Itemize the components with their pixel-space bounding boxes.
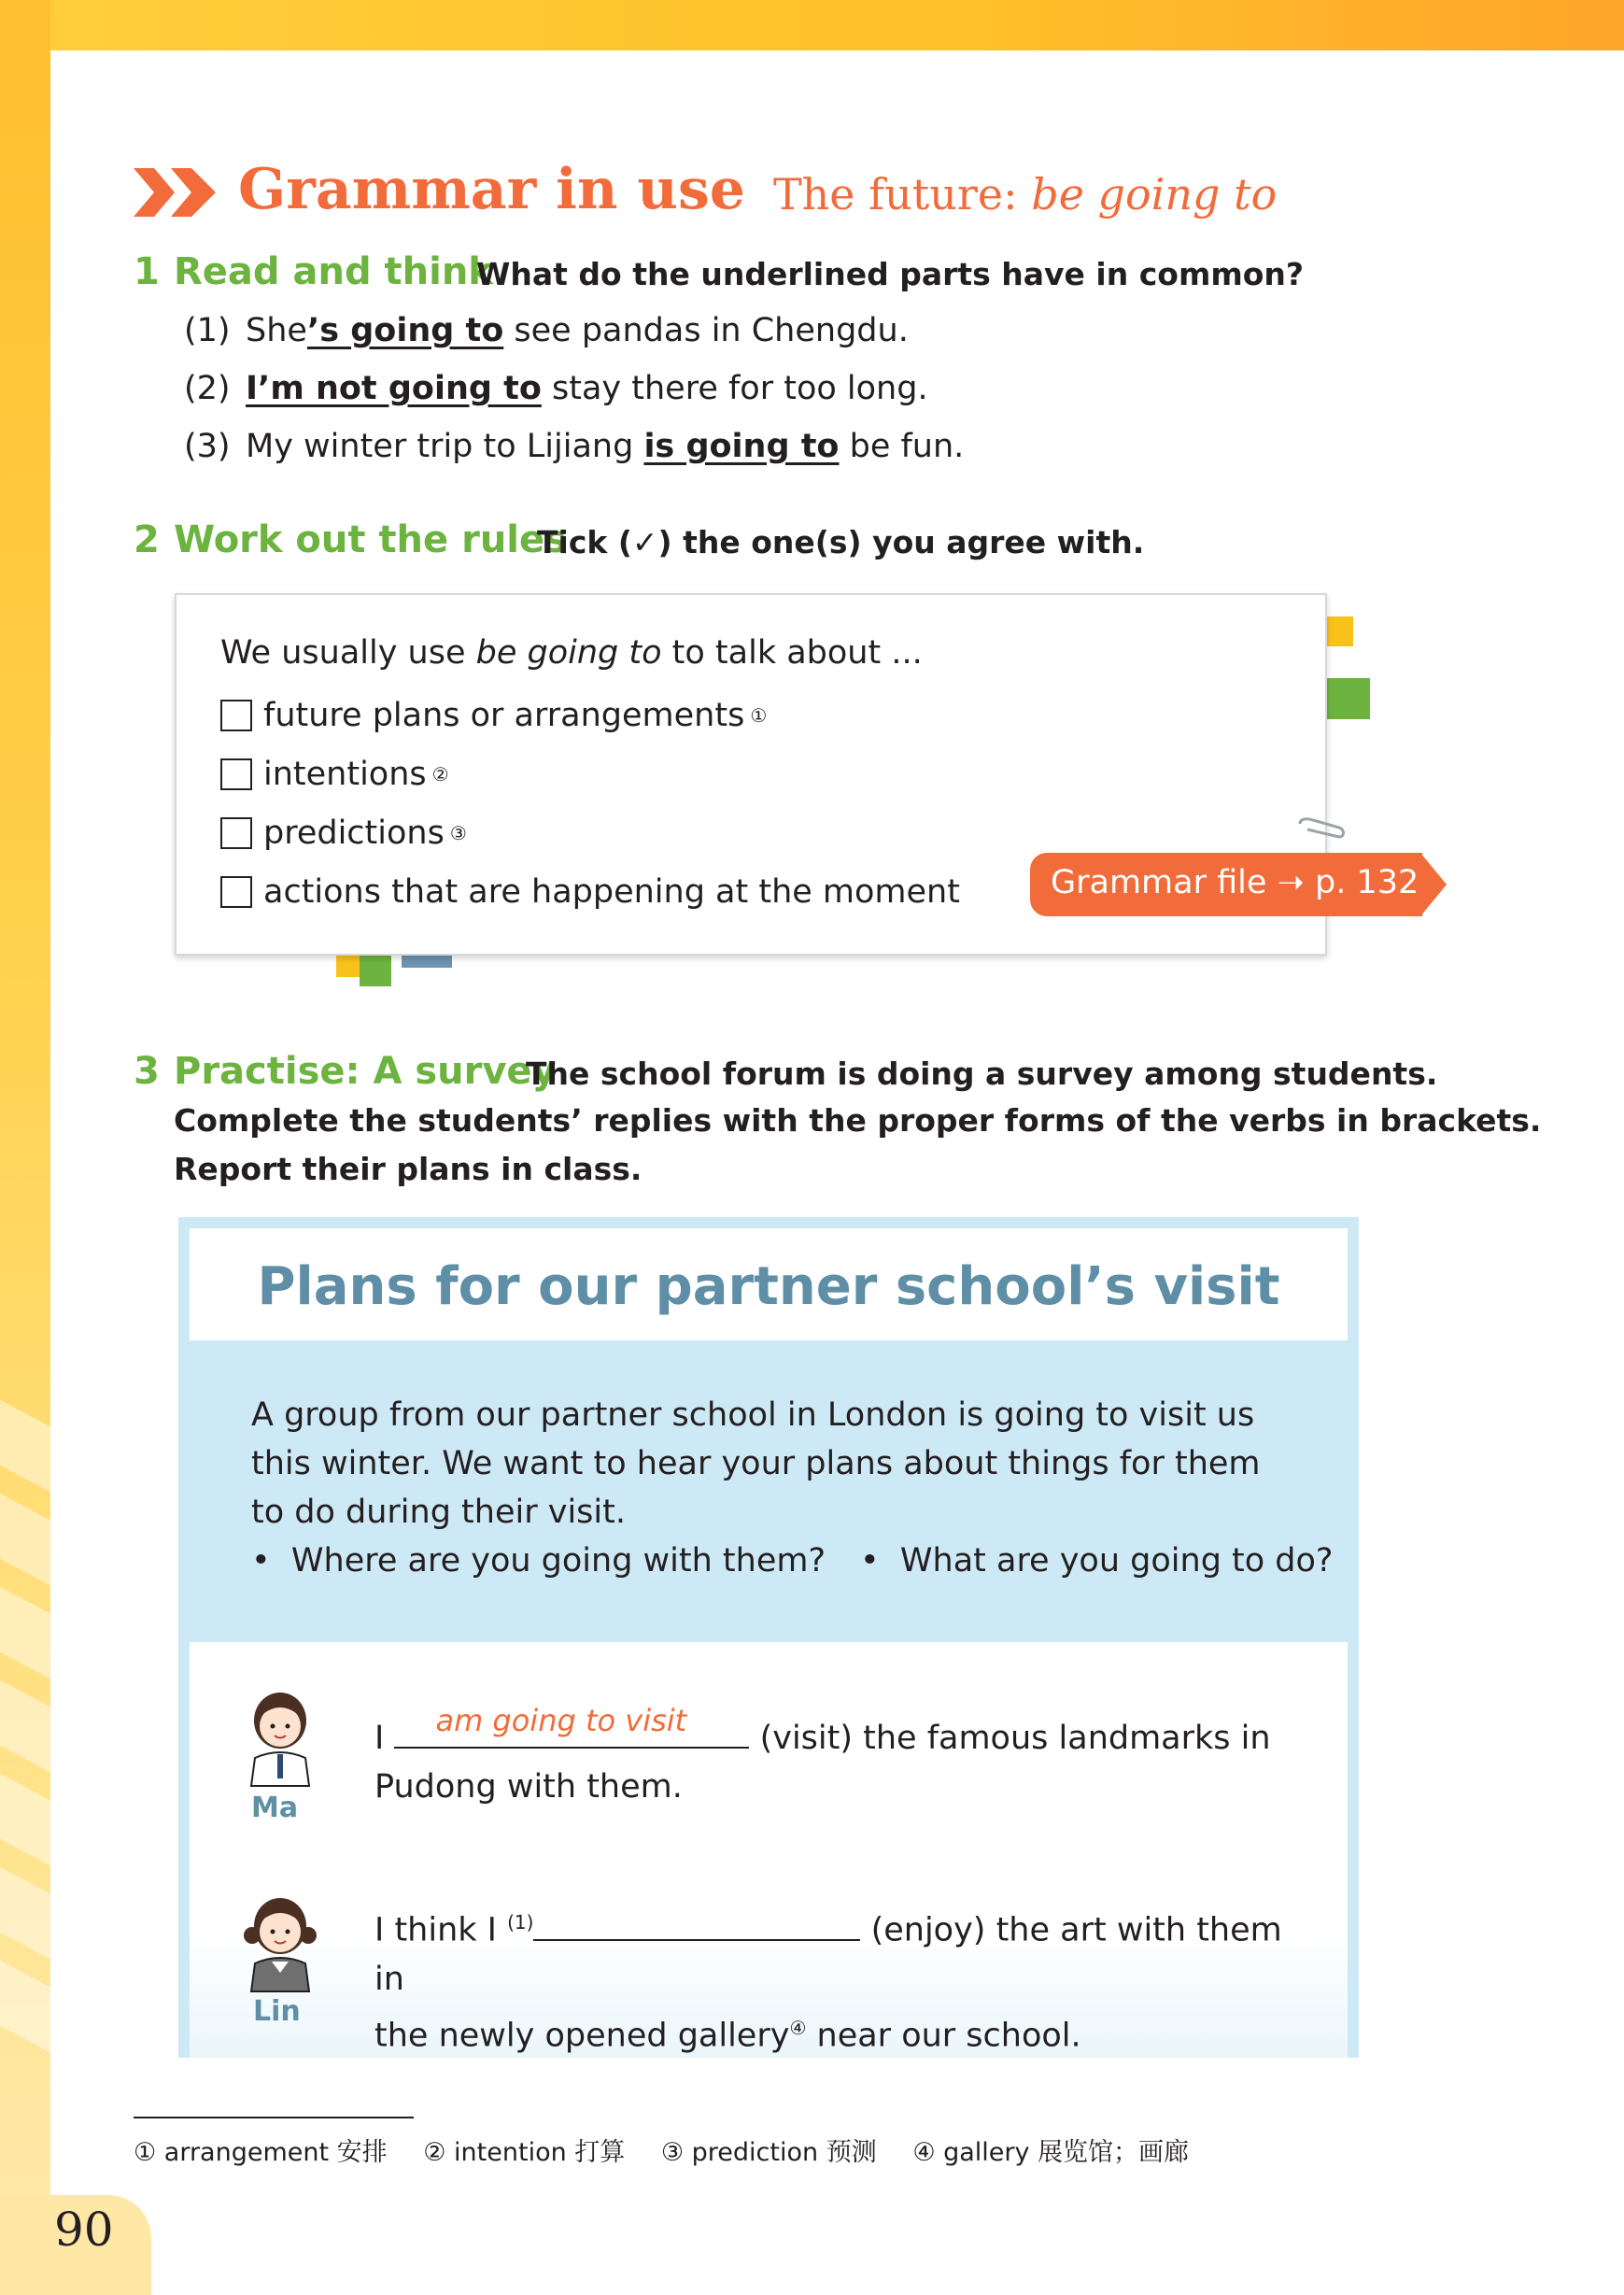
q2-instruction: Tick (✓) the one(s) you agree with. bbox=[537, 524, 1145, 560]
checkbox[interactable] bbox=[220, 758, 252, 790]
example-line-2: (2) I’m not going to stay there for too long. bbox=[184, 370, 928, 407]
survey-title: Plans for our partner school’s visit bbox=[257, 1256, 1280, 1317]
answer-blank[interactable] bbox=[533, 1905, 860, 1941]
survey-bullet-2: • What are you going to do? bbox=[860, 1542, 1334, 1580]
example-line-3: (3) My winter trip to Lijiang is going to be fun. bbox=[184, 428, 965, 465]
survey-header bbox=[190, 1228, 1348, 1340]
student-name: Ma bbox=[251, 1792, 299, 1824]
double-chevron-icon bbox=[134, 168, 218, 217]
q2-title: Work out the rules bbox=[174, 518, 567, 561]
survey-card bbox=[178, 1217, 1359, 2058]
reply-ma: I am going to visit (visit) the famous landmarks in Pudong with them. bbox=[374, 1703, 1271, 1806]
q3-instruction-2: Complete the students’ replies with the proper forms of the verbs in brackets. bbox=[174, 1102, 1542, 1139]
answer-blank[interactable]: am going to visit bbox=[394, 1713, 749, 1749]
q3-instruction-3: Report their plans in class. bbox=[174, 1151, 643, 1187]
reply-lin: I think I $^{(1)}$ (enjoy) the art with them in the newly opened gallery④ near our school. bbox=[374, 1898, 1290, 2060]
page-number: 90 bbox=[54, 2203, 114, 2257]
top-decor-bar bbox=[0, 0, 1624, 50]
q1-title: Read and think bbox=[174, 250, 493, 293]
survey-replies bbox=[190, 1642, 1348, 2058]
footnote-2: ② intention 打算 bbox=[423, 2138, 626, 2167]
checkbox[interactable] bbox=[220, 876, 252, 908]
q3-number: 3 bbox=[134, 1050, 160, 1093]
footnote-1: ① arrangement 安排 bbox=[134, 2138, 388, 2167]
q1-number: 1 bbox=[134, 250, 160, 293]
q3-instruction-1: The school forum is doing a survey among students. bbox=[526, 1055, 1438, 1092]
survey-intro: A group from our partner school in London is going to visit us this winter. We want to hear your plans about things for them to do during their visit. bbox=[251, 1396, 1261, 1531]
checkbox[interactable] bbox=[220, 700, 252, 731]
grammar-file-link[interactable]: Grammar file ➝ p. 132 bbox=[1030, 853, 1447, 916]
checkbox[interactable] bbox=[220, 817, 252, 849]
sticky-tab-green bbox=[1320, 678, 1370, 719]
footnote-divider bbox=[134, 2117, 414, 2118]
section-title: Grammar in use bbox=[238, 157, 745, 222]
student-lin-avatar bbox=[238, 1894, 322, 1997]
q2-number: 2 bbox=[134, 518, 160, 561]
paperclip-icon bbox=[1296, 816, 1347, 844]
section-subtitle: The future: be going to bbox=[773, 169, 1278, 220]
q1-instruction: What do the underlined parts have in common? bbox=[476, 256, 1305, 292]
rule-option-2: intentions ② bbox=[220, 756, 449, 793]
footnote-3: ③ prediction 预测 bbox=[660, 2138, 877, 2167]
footnote-4: ④ gallery 展览馆；画廊 bbox=[912, 2138, 1190, 2167]
rules-intro: We usually use be going to to talk about ... bbox=[220, 634, 923, 672]
survey-bullet-1: • Where are you going with them? bbox=[251, 1542, 826, 1580]
student-ma-avatar bbox=[238, 1689, 322, 1792]
rule-option-3: predictions ③ bbox=[220, 815, 467, 852]
left-decor-strip bbox=[0, 0, 50, 2295]
rule-option-1: future plans or arrangements ① bbox=[220, 697, 767, 734]
example-line-1: (1) She’s going to see pandas in Chengdu. bbox=[184, 312, 909, 349]
footnotes bbox=[134, 2132, 1217, 2168]
rule-option-4: actions that are happening at the moment bbox=[220, 873, 960, 911]
q3-title: Practise: A survey bbox=[174, 1050, 557, 1093]
student-name: Lin bbox=[253, 1995, 301, 2028]
